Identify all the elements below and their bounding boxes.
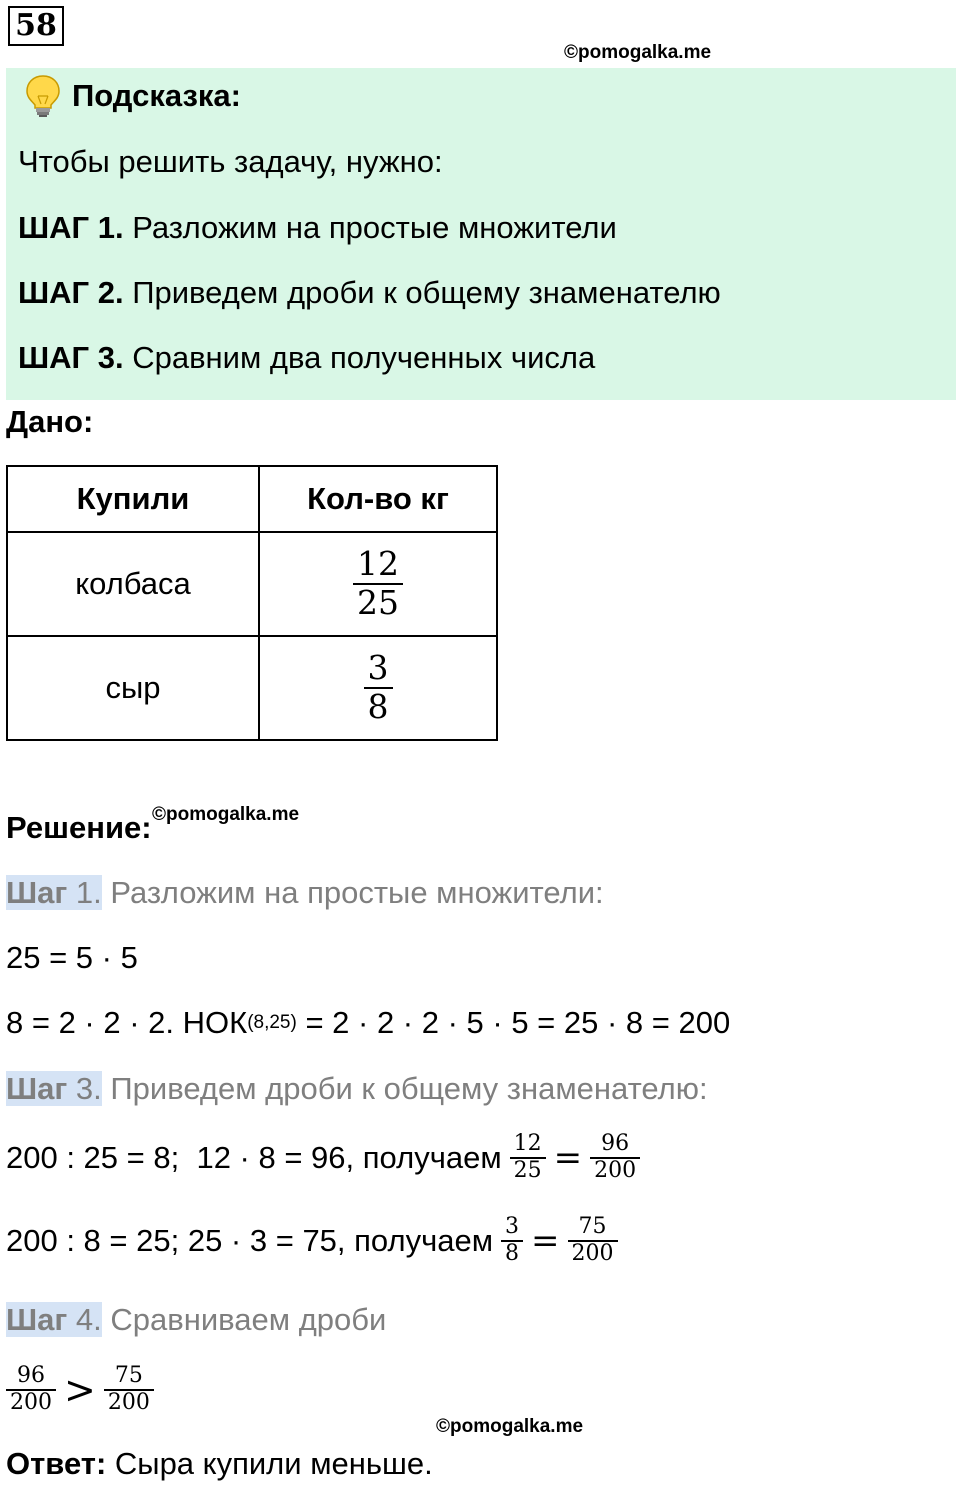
step-highlight [6,875,102,910]
hint-step-2 [18,275,721,311]
given-title: Дано: [6,404,94,439]
table-cell-item: сыр [7,636,259,740]
table-header-amount: Кол-во кг [259,466,497,532]
conversion-text: 200 : 8 = 25; 25 · 3 = 75, получаем [6,1222,494,1258]
table-cell-amount [259,636,497,740]
step-highlight [6,1071,102,1106]
denominator: 25 [513,1157,542,1183]
numerator: 12 [357,544,399,584]
numerator: 96 [17,1363,45,1388]
lcm-subscript: (8,25) [247,1012,297,1033]
lcm-text-b: = 2 · 2 · 2 · 5 · 5 = 25 · 8 = 200 [296,1005,731,1040]
denominator: 8 [505,1240,520,1266]
greater-than-sign: > [64,1367,96,1412]
solution-step-4 [6,1302,386,1338]
fraction [353,546,403,622]
fraction [510,1132,546,1183]
hint-title: Подсказка: [72,78,241,113]
fraction [104,1364,154,1415]
factorization-8-lcm [6,1005,730,1041]
step-text: Разложим на простые множители: [101,875,604,910]
hint-step-1-label: ШАГ 1. [18,210,124,245]
solution-step-1 [6,875,604,911]
numerator: 12 [513,1131,542,1156]
fraction [364,650,393,726]
fraction [501,1215,523,1266]
solution-step-3 [6,1071,708,1107]
answer-text: Сыра купили меньше. [106,1446,433,1481]
factorization-25: 25 = 5 · 5 [6,940,138,975]
lcm-text-a: 8 = 2 · 2 · 2. НОК [6,1005,248,1040]
given-table [6,465,498,741]
numerator: 3 [505,1214,520,1239]
table-header-item: Купили [7,466,259,532]
numerator: 3 [367,648,389,688]
hint-step-2-text: Приведем дроби к общему знаменателю [123,275,721,310]
numerator: 75 [578,1214,607,1239]
denominator: 8 [367,687,389,726]
problem-number: 58 [8,6,64,46]
hint-step-1-text: Разложим на простые множители [123,210,617,245]
hint-step-3 [18,340,595,376]
fraction [590,1132,640,1183]
watermark-top: ©pomogalka.me [564,42,712,63]
step-label: Шаг [6,1071,68,1106]
denominator: 25 [357,583,399,622]
hint-step-3-text: Сравним два полученных числа [123,340,596,375]
fraction [568,1215,618,1266]
step-text: Сравниваем дроби [101,1302,387,1337]
answer-label: Ответ: [6,1446,107,1481]
conversion-sausage [6,1132,640,1183]
fraction [6,1364,56,1415]
denominator: 200 [10,1389,52,1415]
conversion-text: 200 : 25 = 8; 12 · 8 = 96, получаем [6,1139,502,1175]
table-header-row [7,466,497,532]
numerator: 75 [114,1363,143,1388]
equals-sign: = [553,1137,583,1178]
hint-intro: Чтобы решить задачу, нужно: [18,144,443,179]
denominator: 200 [594,1157,637,1183]
denominator: 200 [107,1389,150,1415]
step-number: 3. [67,1071,102,1106]
step-text: Приведем дроби к общему знаменателю: [101,1071,708,1106]
numerator: 96 [601,1131,630,1156]
watermark-bottom: ©pomogalka.me [436,1416,584,1437]
step-label: Шаг [6,875,68,910]
table-row [7,636,497,740]
hint-step-2-label: ШАГ 2. [18,275,124,310]
hint-step-3-label: ШАГ 3. [18,340,124,375]
table-row [7,532,497,636]
table-cell-amount [259,532,497,636]
fraction-comparison [6,1364,154,1415]
watermark-middle: ©pomogalka.me [152,804,300,825]
step-number: 1. [67,875,102,910]
denominator: 200 [571,1240,614,1266]
step-highlight [6,1302,102,1337]
lightbulb-icon [24,74,62,118]
hint-step-1 [18,210,617,246]
step-label: Шаг [6,1302,68,1337]
conversion-cheese [6,1215,618,1266]
answer [6,1446,433,1482]
solution-title: Решение: [6,810,152,845]
step-number: 4. [67,1302,102,1337]
table-cell-item: колбаса [7,532,259,636]
equals-sign: = [531,1220,560,1261]
